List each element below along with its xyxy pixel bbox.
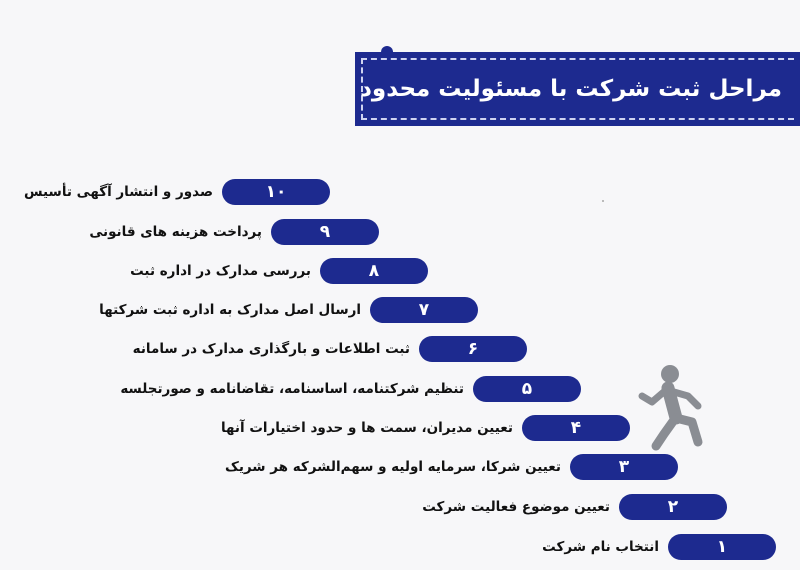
step-number-badge: ۵	[473, 376, 581, 402]
step-label: صدور و انتشار آگهی تأسیس	[23, 184, 213, 200]
step-number-badge: ۲	[619, 494, 727, 520]
step-7	[99, 297, 478, 323]
step-label: بررسی مدارک در اداره ثبت	[130, 263, 311, 279]
step-6	[132, 336, 527, 362]
step-number-badge: ۴	[522, 415, 630, 441]
step-10	[23, 179, 330, 205]
step-number-badge: ۱	[668, 534, 776, 560]
stray-dot	[602, 200, 604, 202]
step-label: تعیین موضوع فعالیت شرکت	[422, 499, 610, 515]
step-8	[130, 258, 428, 284]
step-label: ثبت اطلاعات و بارگذاری مدارک در سامانه	[132, 341, 410, 357]
step-4	[220, 415, 630, 441]
step-number-badge: ۷	[370, 297, 478, 323]
title-banner	[355, 52, 800, 126]
step-number-badge: ۱۰	[222, 179, 330, 205]
step-label: تنظیم شرکتنامه، اساسنامه، تقاضانامه و صورتجلسه	[120, 381, 464, 397]
step-9	[89, 219, 379, 245]
step-number-badge: ۳	[570, 454, 678, 480]
step-5	[120, 376, 581, 402]
step-label: تعیین مدیران، سمت ها و حدود اختیارات آنها	[220, 420, 513, 436]
climbing-person-icon	[636, 362, 712, 454]
step-3	[225, 454, 678, 480]
step-2	[422, 494, 727, 520]
step-label: ارسال اصل مدارک به اداره ثبت شرکتها	[99, 302, 361, 318]
page-title: مراحل ثبت شرکت با مسئولیت محدود	[360, 76, 782, 102]
step-label: انتخاب نام شرکت	[542, 539, 659, 555]
step-1	[542, 534, 776, 560]
step-number-badge: ۹	[271, 219, 379, 245]
step-label: تعیین شرکا، سرمایه اولیه و سهم‌الشرکه هر شریک	[225, 459, 561, 475]
step-label: پرداخت هزینه های قانونی	[89, 224, 262, 240]
step-number-badge: ۶	[419, 336, 527, 362]
step-number-badge: ۸	[320, 258, 428, 284]
